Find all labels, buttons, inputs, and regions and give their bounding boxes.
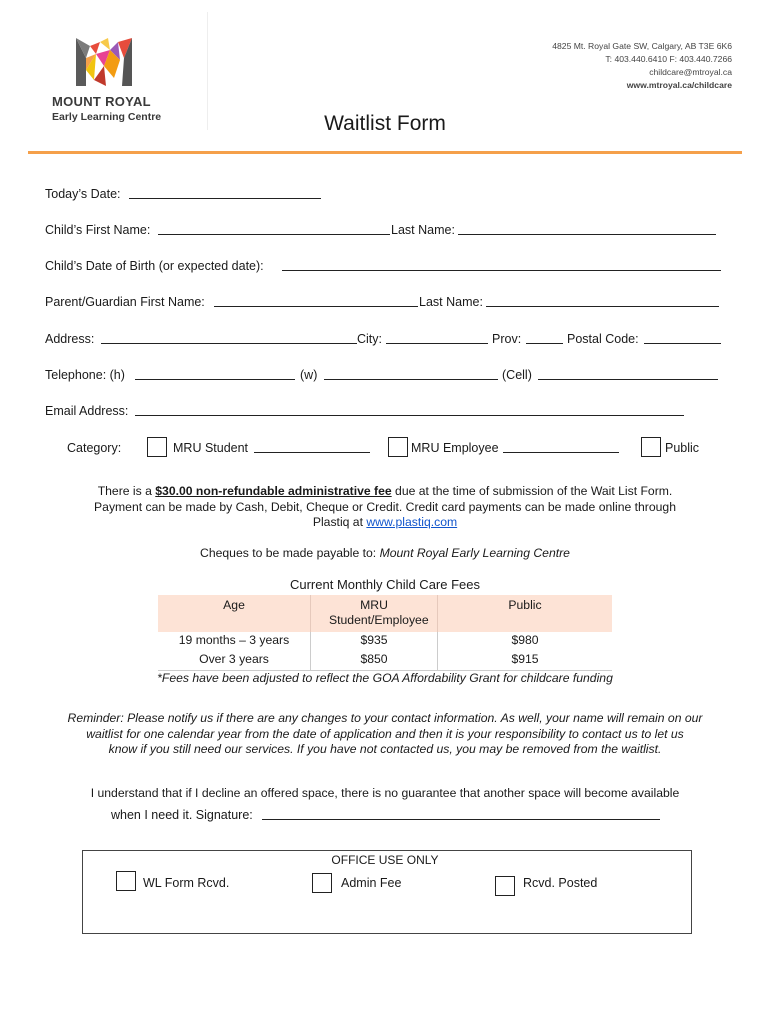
contact-phone-fax: T: 403.440.6410 F: 403.440.7266 — [605, 54, 732, 64]
page-title: Waitlist Form — [324, 112, 446, 135]
fee-table-header — [158, 595, 612, 632]
row-mru-fee: $850 — [311, 651, 438, 671]
city-field[interactable] — [386, 343, 488, 344]
address-label: Address: — [45, 332, 95, 346]
fee-notice — [0, 484, 770, 531]
telephone-work-field[interactable] — [324, 379, 498, 380]
fee-notice-line1 — [0, 484, 770, 500]
plastiq-prefix: Plastiq at — [312, 515, 367, 529]
fee-notice-line3 — [0, 515, 770, 531]
reminder-line1: Reminder: Please notify us if there are any changes to your contact information. As well, your name will remain on our — [67, 711, 703, 725]
reminder-line3: know if you still need our services. If you have not contacted us, you may be removed from the waitlist. — [108, 742, 662, 756]
contact-website: www.mtroyal.ca/childcare — [626, 80, 732, 90]
title-underline — [28, 151, 742, 154]
parent-first-name-field[interactable] — [214, 306, 418, 307]
fee-notice-prefix: There is a — [97, 484, 156, 498]
public-checkbox[interactable] — [641, 437, 661, 457]
header-mru-text: MRU Student/Employee — [329, 598, 429, 627]
row-age: Over 3 years — [158, 651, 311, 671]
child-last-name-label: Last Name: — [391, 223, 455, 237]
contact-email: childcare@mtroyal.ca — [649, 67, 732, 77]
child-first-name-label: Child’s First Name: — [45, 223, 151, 237]
prov-label: Prov: — [492, 332, 522, 346]
acknowledgement-line1: I understand that if I decline an offered space, there is no guarantee that another space will become available — [90, 786, 680, 800]
mount-royal-logo-icon — [74, 36, 136, 88]
rcvd-posted-label: Rcvd. Posted — [523, 876, 598, 890]
telephone-cell-field[interactable] — [538, 379, 718, 380]
child-dob-field[interactable] — [282, 270, 721, 271]
rcvd-posted-checkbox[interactable] — [495, 876, 515, 896]
prov-field[interactable] — [526, 343, 563, 344]
signature-field[interactable] — [262, 819, 660, 820]
fee-footnote: *Fees have been adjusted to reflect the GOA Affordability Grant for childcare funding — [157, 671, 613, 685]
row-mru-fee: $935 — [311, 632, 438, 651]
row-age: 19 months – 3 years — [178, 633, 290, 647]
todays-date-field[interactable] — [129, 198, 321, 199]
telephone-cell-label: (Cell) — [502, 368, 532, 382]
email-label: Email Address: — [45, 404, 129, 418]
postal-code-field[interactable] — [644, 343, 721, 344]
org-subname: Early Learning Centre — [52, 111, 162, 123]
header-age: Age — [158, 595, 311, 632]
row-public-fee: $980 — [438, 632, 613, 651]
mru-student-id-field[interactable] — [254, 452, 370, 453]
header-public: Public — [438, 595, 613, 632]
signature-label: when I need it. Signature: — [111, 808, 253, 822]
reminder — [0, 711, 770, 758]
cheques-payable — [0, 546, 770, 562]
admin-fee: $30.00 non-refundable administrative fee — [155, 484, 392, 498]
child-dob-label: Child’s Date of Birth (or expected date): — [45, 259, 264, 273]
contact-info — [552, 40, 732, 92]
telephone-work-label: (w) — [300, 368, 318, 382]
telephone-home-field[interactable] — [135, 379, 295, 380]
wl-form-rcvd-checkbox[interactable] — [116, 871, 136, 891]
plastiq-link[interactable]: www.plastiq.com — [366, 515, 458, 529]
contact-address: 4825 Mt. Royal Gate SW, Calgary, AB T3E 6K6 — [552, 41, 732, 51]
admin-fee-label: Admin Fee — [341, 876, 402, 890]
wl-form-rcvd-label: WL Form Rcvd. — [143, 876, 230, 890]
child-last-name-field[interactable] — [458, 234, 716, 235]
telephone-home-label: Telephone: (h) — [45, 368, 125, 382]
address-field[interactable] — [101, 343, 357, 344]
parent-first-name-label: Parent/Guardian First Name: — [45, 295, 205, 309]
todays-date-label: Today’s Date: — [45, 187, 121, 201]
parent-last-name-label: Last Name: — [419, 295, 483, 309]
reminder-line2: waitlist for one calendar year from the date of application and then it is your responsibility to contact us to let us — [86, 726, 684, 741]
row-public-fee: $915 — [438, 651, 613, 671]
fee-notice-line2: Payment can be made by Cash, Debit, Cheque or Credit. Credit card payments can be made online through — [94, 499, 676, 514]
table-row — [158, 651, 612, 671]
postal-code-label: Postal Code: — [567, 332, 639, 346]
cheques-payee: Mount Royal Early Learning Centre — [379, 546, 570, 560]
logo — [74, 36, 136, 88]
mru-employee-id-field[interactable] — [503, 452, 619, 453]
category-label: Category: — [67, 441, 122, 455]
fee-table-title: Current Monthly Child Care Fees — [289, 577, 481, 592]
mru-employee-checkbox[interactable] — [388, 437, 408, 457]
fee-notice-suffix: due at the time of submission of the Wait List Form. — [391, 484, 673, 498]
mru-student-label: MRU Student — [173, 441, 249, 455]
office-use-title: OFFICE USE ONLY — [331, 853, 439, 867]
parent-last-name-field[interactable] — [486, 306, 719, 307]
header-mru — [311, 595, 438, 632]
child-first-name-field[interactable] — [158, 234, 390, 235]
public-label: Public — [665, 441, 700, 455]
cheques-label: Cheques to be made payable to: — [200, 546, 380, 560]
email-field[interactable] — [135, 415, 684, 416]
admin-fee-checkbox[interactable] — [312, 873, 332, 893]
mru-student-checkbox[interactable] — [147, 437, 167, 457]
table-row — [158, 632, 612, 651]
org-name: MOUNT ROYAL — [52, 94, 151, 109]
fee-table — [158, 595, 612, 671]
city-label: City: — [357, 332, 382, 346]
mru-employee-label: MRU Employee — [411, 441, 499, 455]
